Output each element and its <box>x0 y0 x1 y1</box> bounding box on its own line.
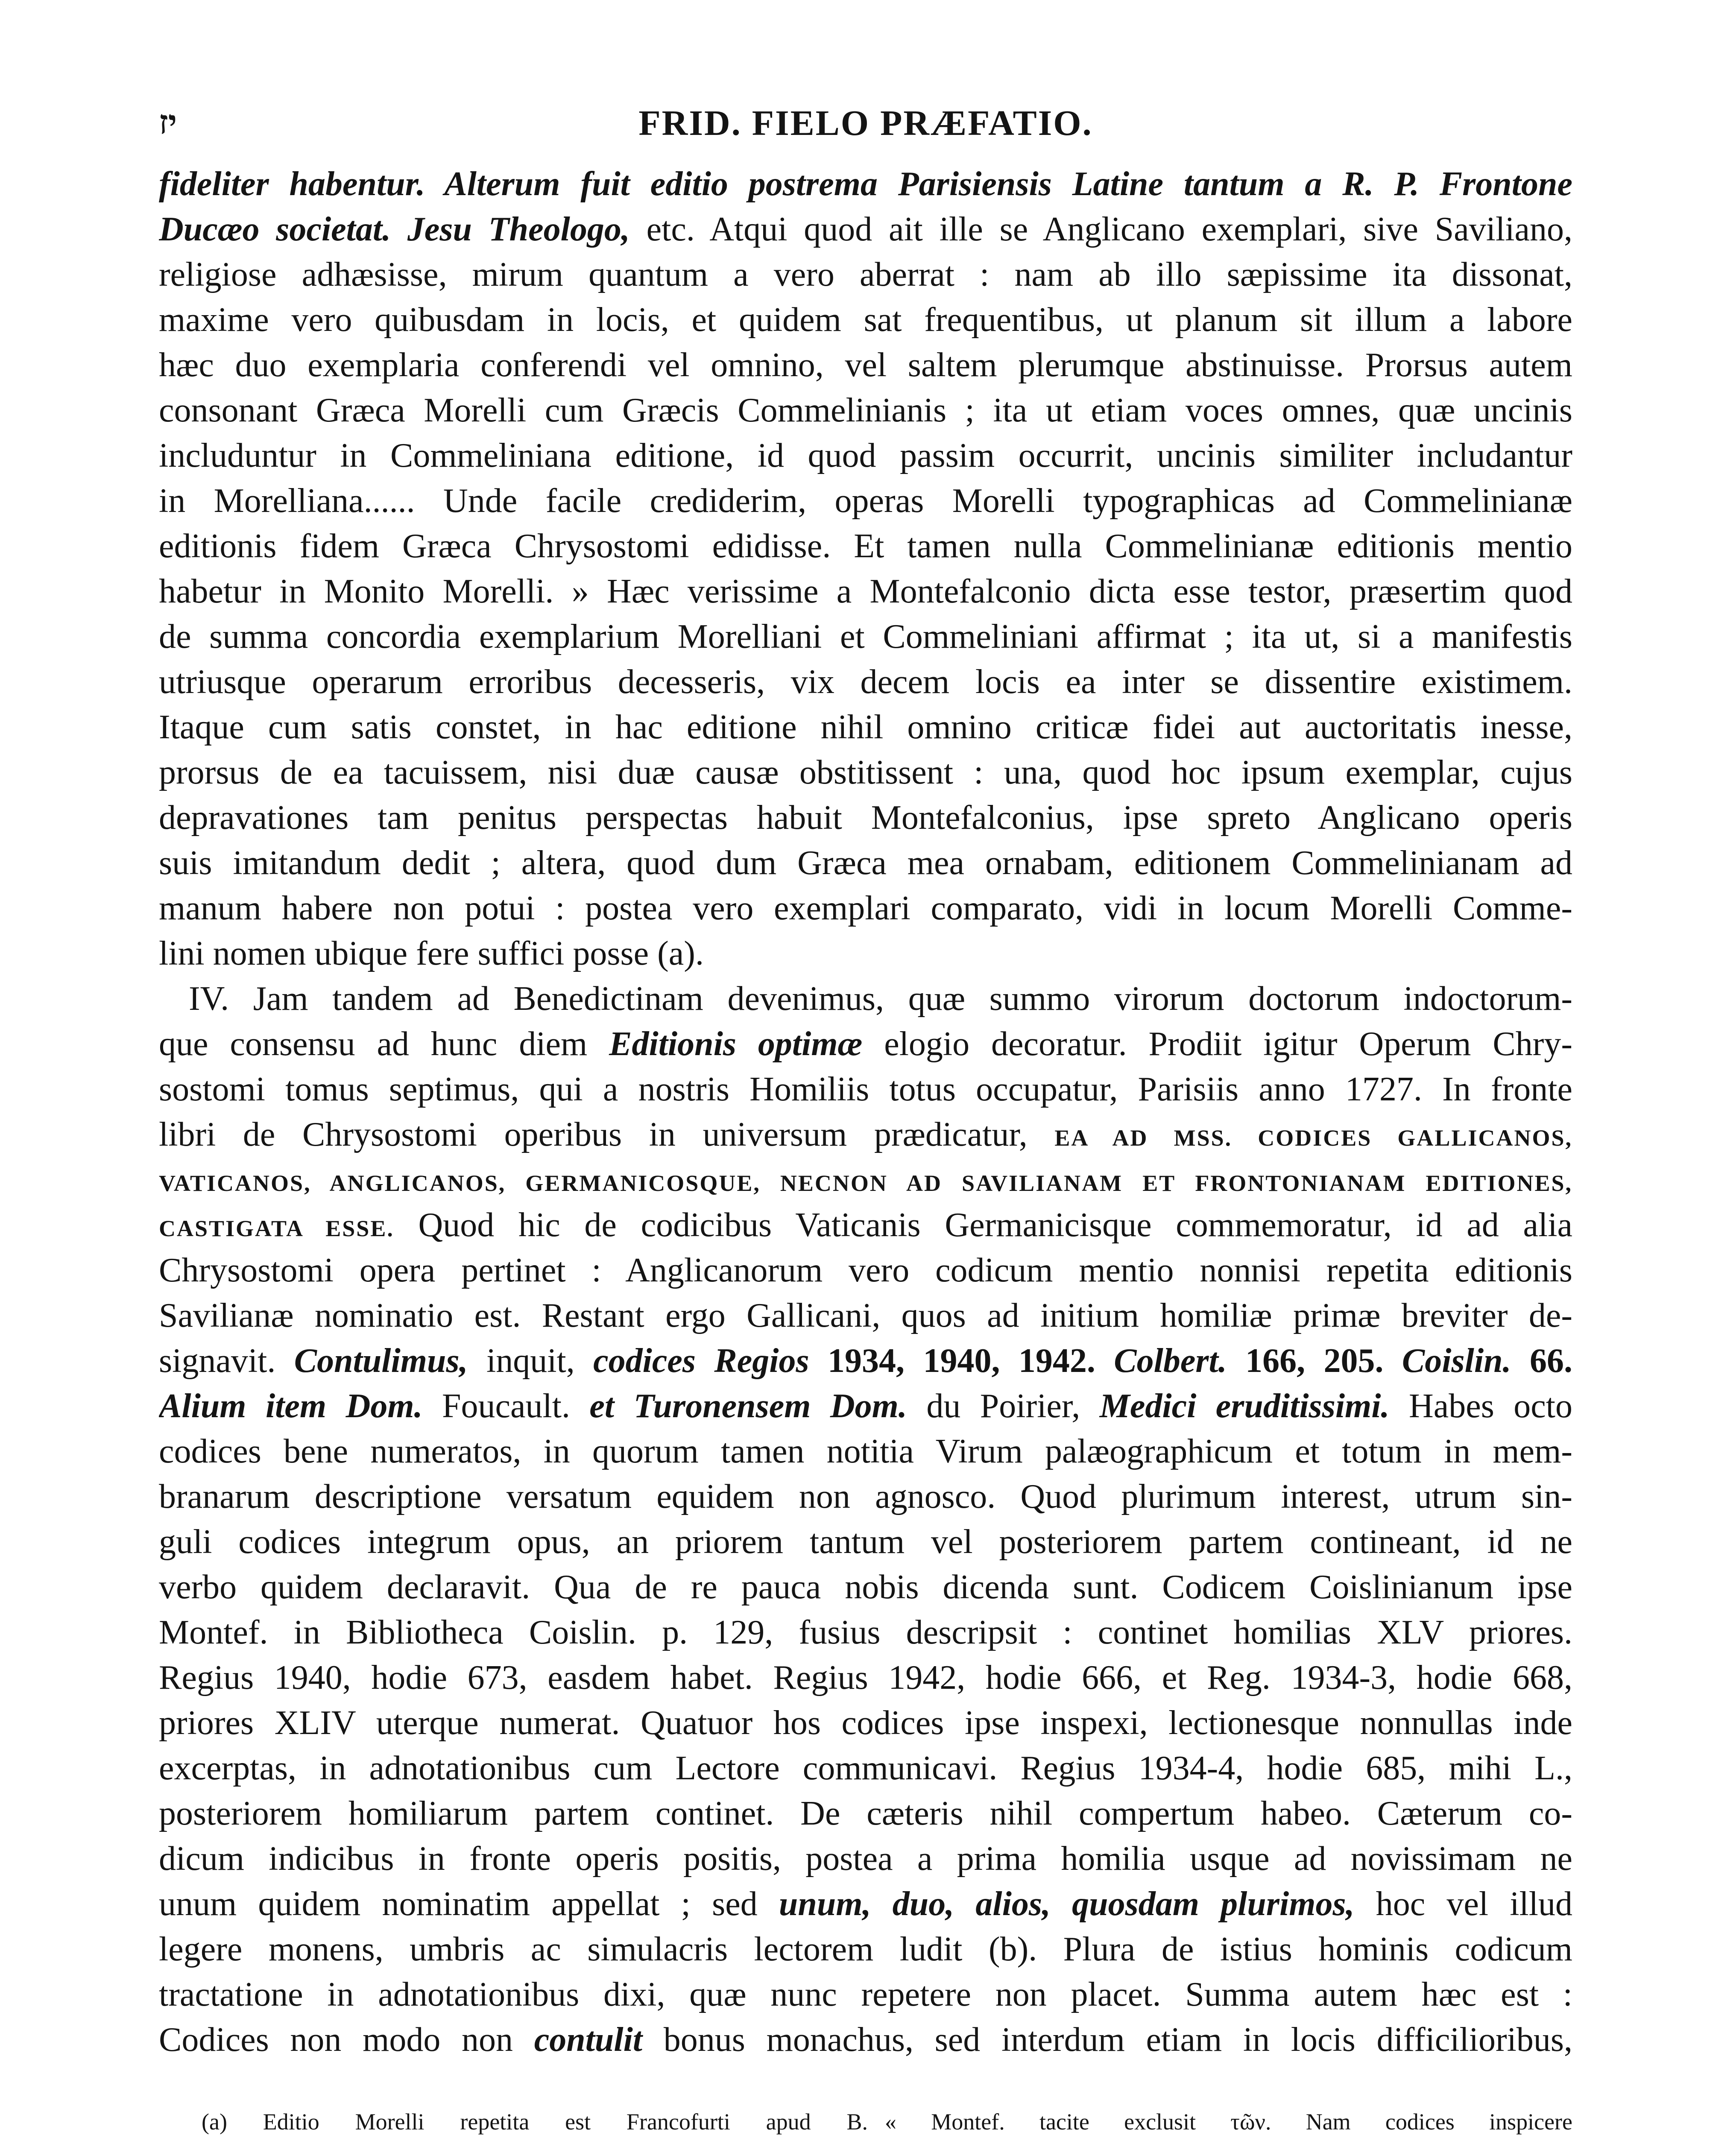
main-text-line <box>159 840 1572 886</box>
main-text-line <box>159 161 1572 207</box>
main-text-segment: maxime vero quibusdam in locis, et quidem sat frequentibus, ut planum sit illum a labore <box>159 301 1572 339</box>
main-text-segment: Medici eruditissimi. <box>1099 1387 1390 1425</box>
main-text-segment: Chrysostomi opera pertinet : Anglicanorum vero codicum mentio nonnisi repetita editionis <box>159 1252 1572 1289</box>
main-text-line <box>159 1972 1572 2017</box>
main-text-line <box>159 1429 1572 1474</box>
main-text-segment: etc. Atqui quod ait ille se Anglicano exemplari, sive Saviliano, <box>629 211 1572 248</box>
main-text-line <box>159 1112 1572 1157</box>
main-text-line <box>159 207 1572 252</box>
main-text-line <box>159 1248 1572 1293</box>
main-text-line <box>159 1565 1572 1610</box>
main-text-segment: suis imitandum dedit ; altera, quod dum Græca mea ornabam, editionem Commelinianam ad <box>159 844 1572 882</box>
main-text-segment: unum, duo, alios, quosdam plurimos, <box>779 1885 1355 1923</box>
main-text-segment: fideliter habentur. Alterum fuit editio postrema Parisiensis Latine tantum a R. P. Frontone <box>159 165 1572 203</box>
main-text-segment: in Morelliana...... Unde facile crediderim, operas Morelli typographicas ad Commelinianæ <box>159 482 1572 520</box>
main-text-segment: utriusque operarum erroribus decesseris, vix decem locis ea inter se dissentire existimem. <box>159 663 1572 701</box>
main-text-segment: includuntur in Commeliniana editione, id quod passim occurrit, uncinis similiter includantur <box>159 437 1572 474</box>
main-text-segment: codices Regios <box>593 1342 809 1380</box>
footnote-right-segment: « Montef. tacite exclusit τῶν. Nam codices inspicere <box>885 2109 1572 2135</box>
main-text-segment: unum quidem nominatim appellat ; sed <box>159 1885 779 1923</box>
main-text-segment: consonant Græca Morelli cum Græcis Commelinianis ; ita ut etiam voces omnes, quæ uncinis <box>159 392 1572 429</box>
footnote-left-segment: (a) Editio Morelli repetita est Francofurti apud B. <box>202 2109 868 2135</box>
page-number: יז <box>159 104 177 141</box>
main-text-segment: Editionis optimæ <box>609 1025 863 1063</box>
main-text-line <box>159 750 1572 795</box>
main-text-segment: prorsus de ea tacuissem, nisi duæ causæ obstitissent : una, quod hoc ipsum exemplar, cujus <box>159 754 1572 791</box>
main-text-line <box>159 1474 1572 1519</box>
main-text-segment: VATICANOS, ANGLICANOS, GERMANICOSQUE, NECNON AD SAVILIANAM ET FRONTONIANAM EDITIONES, <box>159 1170 1572 1196</box>
main-text-line <box>159 1836 1572 1881</box>
footnotes <box>159 2107 1572 2135</box>
main-text-line <box>159 1881 1572 1927</box>
main-text-segment: Savilianæ nominatio est. Restant ergo Gallicani, quos ad initium homiliæ primæ breviter de- <box>159 1297 1572 1334</box>
main-text-line <box>159 659 1572 705</box>
footnotes-right-column <box>885 2107 1572 2135</box>
main-text-line <box>159 2017 1572 2062</box>
main-text-line <box>159 1655 1572 1700</box>
main-text-line <box>159 569 1572 614</box>
main-text-line <box>159 1383 1572 1429</box>
footnote-right-line <box>885 2107 1572 2135</box>
main-text-segment: Quod hic de codicibus Vaticanis Germanicisque commemoratur, id ad alia <box>394 1206 1572 1244</box>
main-text-segment: CASTIGATA ESSE. <box>159 1216 394 1241</box>
main-text-segment: Colbert. <box>1114 1342 1227 1380</box>
main-text-segment: branarum descriptione versatum equidem non agnosco. Quod plurimum interest, utrum sin- <box>159 1478 1572 1515</box>
main-text-segment: Foucault. <box>422 1387 590 1425</box>
main-text-line <box>159 931 1572 976</box>
main-text-line <box>159 1700 1572 1746</box>
main-text-line <box>159 614 1572 659</box>
main-text-line <box>159 388 1572 433</box>
main-text-line <box>159 1067 1572 1112</box>
main-text-segment: codices bene numeratos, in quorum tamen notitia Virum palæographicum et totum in mem- <box>159 1433 1572 1470</box>
main-text-segment: religiose adhæsisse, mirum quantum a vero aberrat : nam ab illo sæpissime ita dissonat, <box>159 256 1572 293</box>
main-text-segment: hæc duo exemplaria conferendi vel omnino, vel saltem plerumque abstinuisse. Prorsus autem <box>159 346 1572 384</box>
main-text-segment: hoc vel illud <box>1354 1885 1572 1923</box>
main-text-segment: EA AD MSS. CODICES GALLICANOS, <box>1054 1125 1572 1151</box>
main-text-line <box>159 478 1572 524</box>
main-text-line <box>159 1293 1572 1338</box>
main-text-segment: lini nomen ubique fere suffici posse (a). <box>159 935 704 972</box>
main-text-segment: dicum indicibus in fronte operis positis, postea a prima homilia usque ad novissimam ne <box>159 1840 1572 1878</box>
main-text-line <box>159 705 1572 750</box>
main-text-segment: guli codices integrum opus, an priorem tantum vel posteriorem partem contineant, id ne <box>159 1523 1572 1561</box>
main-text-segment: elogio decoratur. Prodiit igitur Operum Chry- <box>862 1025 1572 1063</box>
main-text-segment: 166, 205. <box>1227 1342 1402 1380</box>
main-text-line <box>159 1157 1572 1202</box>
main-text-segment: que consensu ad hunc diem <box>159 1025 609 1063</box>
main-text-segment: contulit <box>534 2021 643 2059</box>
main-text-segment: sostomi tomus septimus, qui a nostris Homiliis totus occupatur, Parisiis anno 1727. In fronte <box>159 1070 1572 1108</box>
main-text-segment: du Poirier, <box>907 1387 1100 1425</box>
main-text-segment: Regius 1940, hodie 673, easdem habet. Regius 1942, hodie 666, et Reg. 1934-3, hodie 668, <box>159 1659 1572 1696</box>
main-text-line <box>159 886 1572 931</box>
main-text-segment: habetur in Monito Morelli. » Hæc verissime a Montefalconio dicta esse testor, præsertim quod <box>159 573 1572 610</box>
running-title: FRID. FIELO PRÆFATIO. <box>638 103 1093 143</box>
main-text-segment: Montef. in Bibliotheca Coislin. p. 129, fusius descripsit : continet homilias XLV priores. <box>159 1614 1572 1651</box>
main-text-segment: 1934, 1940, 1942. <box>809 1342 1114 1380</box>
main-text-segment: manum habere non potui : postea vero exemplari comparato, vidi in locum Morelli Comme- <box>159 889 1572 927</box>
main-text-segment: Coislin. <box>1402 1342 1511 1380</box>
main-text-segment: tractatione in adnotationibus dixi, quæ nunc repetere non placet. Summa autem hæc est : <box>159 1976 1572 2013</box>
main-text-line <box>159 976 1572 1021</box>
main-text-segment: posteriorem homiliarum partem continet. De cæteris nihil compertum habeo. Cæterum co- <box>159 1795 1572 1832</box>
footnotes-left-column <box>180 2107 868 2135</box>
main-text-line <box>159 1927 1572 1972</box>
main-text-line <box>159 795 1572 840</box>
main-text-segment: Codices non modo non <box>159 2021 534 2059</box>
main-text-segment: et Turonensem Dom. <box>589 1387 907 1425</box>
main-text-line <box>159 1338 1572 1383</box>
main-text-line <box>159 1610 1572 1655</box>
main-text-segment: libri de Chrysostomi operibus in universum prædicatur, <box>159 1116 1055 1153</box>
main-text-segment: bonus monachus, sed interdum etiam in locis difficilioribus, <box>642 2021 1572 2059</box>
main-text-block <box>159 161 1572 2066</box>
main-text-segment: Contulimus, <box>294 1342 468 1380</box>
main-text-line <box>159 2062 1572 2066</box>
main-text-segment: verbo quidem declaravit. Qua de re pauca nobis dicenda sunt. Codicem Coislinianum ipse <box>159 1568 1572 1606</box>
main-text-segment: Itaque cum satis constet, in hac editione nihil omnino criticæ fidei aut auctoritatis inesse, <box>159 708 1572 746</box>
main-text-segment: Alium item Dom. <box>159 1387 423 1425</box>
footnote-left-line <box>180 2107 868 2135</box>
main-text-segment: signavit. <box>159 1342 294 1380</box>
main-text-segment: depravationes tam penitus perspectas habuit Montefalconius, ipse spreto Anglicano operis <box>159 799 1572 836</box>
main-text-segment: priores XLIV uterque numerat. Quatuor hos codices ipse inspexi, lectionesque nonnullas inde <box>159 1704 1572 1742</box>
main-text-segment: IV. Jam tandem ad Benedictinam devenimus, quæ summo virorum doctorum indoctorum- <box>189 980 1572 1018</box>
main-text-line <box>159 1021 1572 1067</box>
main-text-segment: de summa concordia exemplarium Morelliani et Commeliniani affirmat ; ita ut, si a manifestis <box>159 618 1572 655</box>
main-text-line <box>159 297 1572 342</box>
main-text-line <box>159 1519 1572 1565</box>
main-text-segment: editionis fidem Græca Chrysostomi edidisse. Et tamen nulla Commelinianæ editionis mentio <box>159 527 1572 565</box>
main-text-line <box>159 524 1572 569</box>
main-text-line <box>159 1791 1572 1836</box>
main-text-segment: legere monens, umbris ac simulacris lectorem ludit (b). Plura de istius hominis codicum <box>159 1930 1572 1968</box>
main-text-segment: 66. <box>1511 1342 1572 1380</box>
main-text-line <box>159 252 1572 297</box>
page-header <box>159 99 1572 150</box>
main-text-segment: Ducæo societat. Jesu Theologo, <box>159 211 630 248</box>
main-text-segment: Habes octo <box>1389 1387 1572 1425</box>
main-text-line <box>159 1202 1572 1248</box>
main-text-line <box>159 342 1572 388</box>
main-text-line <box>159 433 1572 478</box>
main-text-segment: inquit, <box>468 1342 594 1380</box>
main-text-line <box>159 1746 1572 1791</box>
main-text-segment: excerptas, in adnotationibus cum Lectore communicavi. Regius 1934-4, hodie 685, mihi L., <box>159 1749 1572 1787</box>
